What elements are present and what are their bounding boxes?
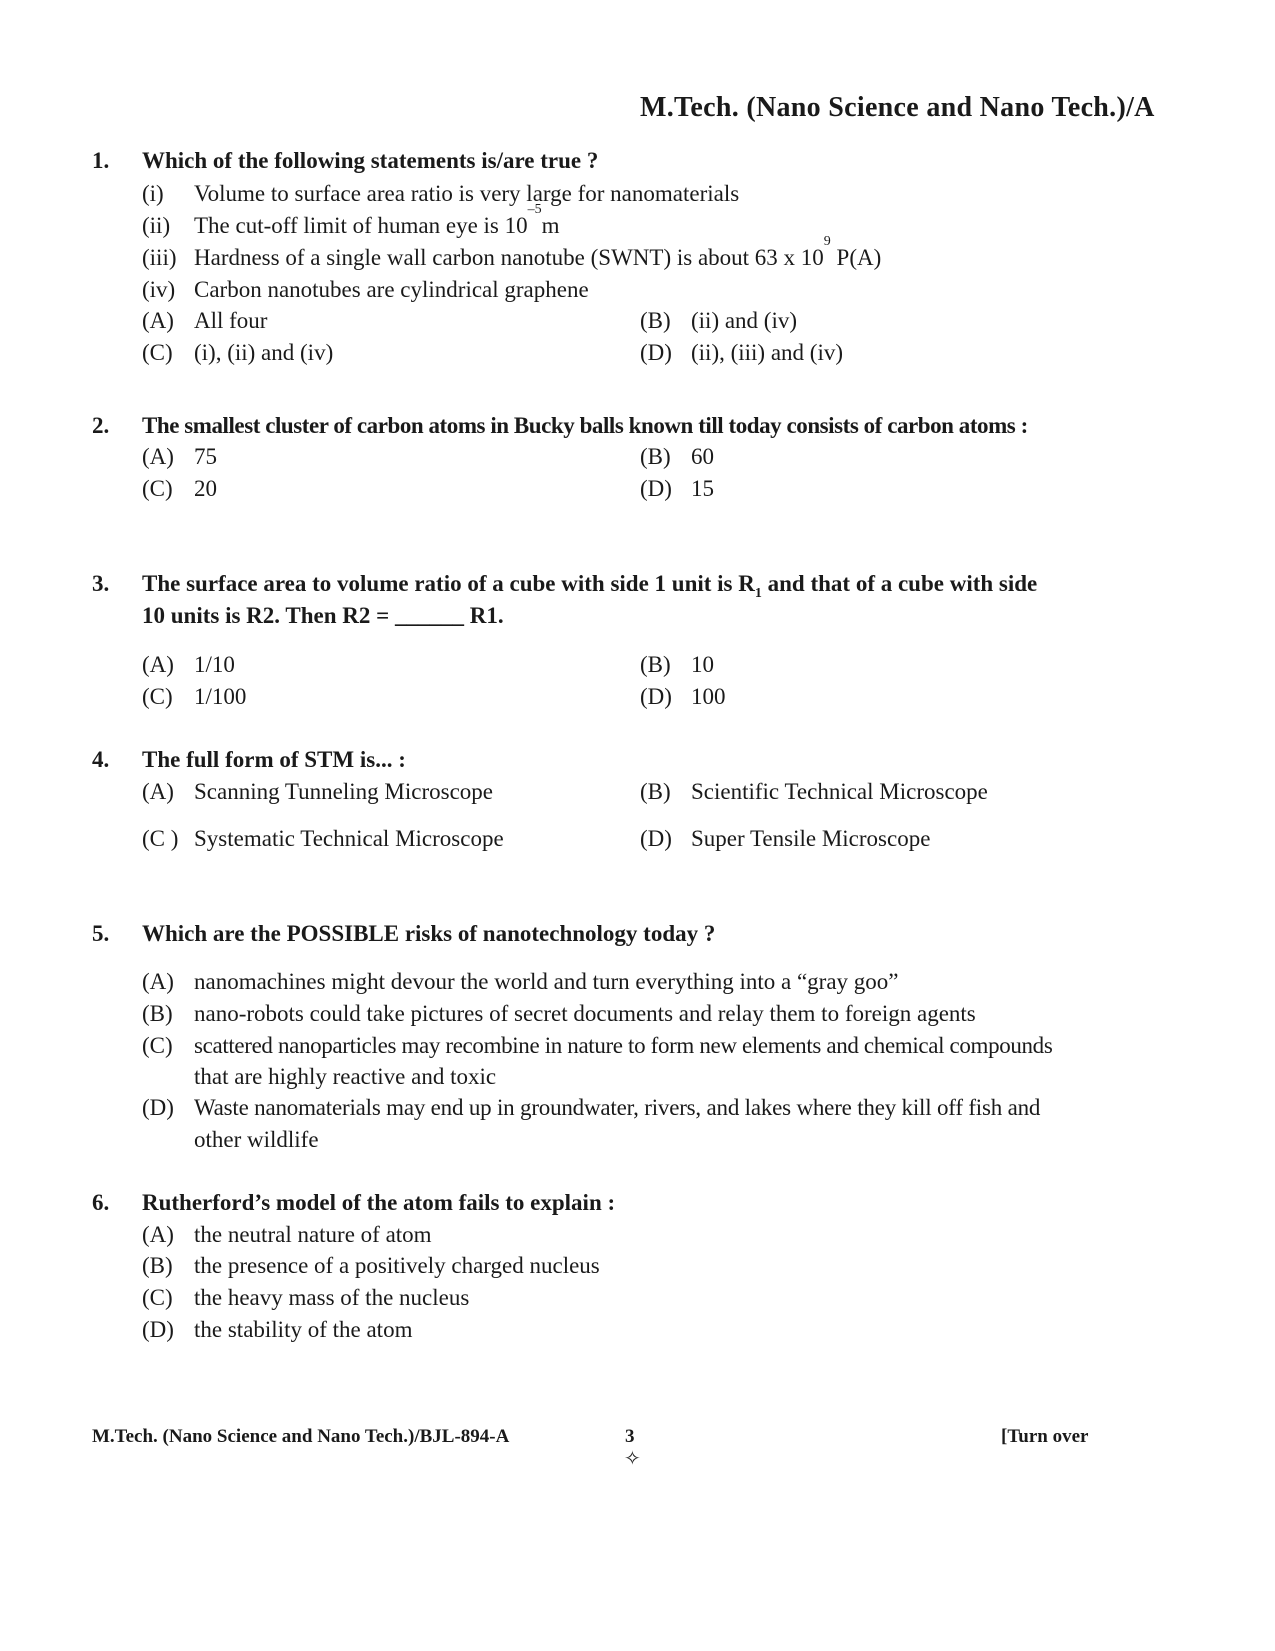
option-text: Super Tensile Microscope bbox=[691, 826, 931, 851]
option-text: the stability of the atom bbox=[194, 1317, 413, 1342]
option-text-line-1: scattered nanoparticles may recombine in nature to form new elements and chemical compounds bbox=[194, 1033, 1053, 1058]
question-text-line-1: The surface area to volume ratio of a cube with side 1 unit is $R_1$ and that of a cube with side bbox=[142, 571, 1038, 601]
option-text-line-2: that are highly reactive and toxic bbox=[194, 1064, 497, 1089]
option-text: Systematic Technical Microscope bbox=[194, 826, 504, 851]
option-label: (C ) bbox=[142, 826, 179, 851]
option-text-line-2: other wildlife bbox=[194, 1127, 319, 1152]
option-text: 10 bbox=[691, 652, 714, 677]
option-text: Scanning Tunneling Microscope bbox=[194, 779, 493, 804]
option-text: the neutral nature of atom bbox=[194, 1222, 432, 1247]
option-text: 20 bbox=[194, 476, 217, 501]
statement-text: The cut-off limit of human eye is $10^{-5}m$ bbox=[194, 202, 560, 238]
question-text: Which of the following statements is/are true ? bbox=[142, 148, 599, 173]
question-number: 2. bbox=[92, 413, 110, 438]
question-text: Which are the POSSIBLE risks of nanotechnology today ? bbox=[142, 921, 716, 946]
page-header-title: M.Tech. (Nano Science and Nano Tech.)/A bbox=[640, 92, 1155, 123]
question-number: 3. bbox=[92, 571, 110, 596]
option-label: (B) bbox=[640, 779, 671, 804]
option-label: (C) bbox=[142, 340, 173, 365]
option-text: (ii), (iii) and (iv) bbox=[691, 340, 844, 365]
turn-over-note: [Turn over bbox=[1001, 1426, 1089, 1447]
option-label: (D) bbox=[640, 340, 672, 365]
option-text: All four bbox=[194, 308, 268, 333]
question-number: 5. bbox=[92, 921, 110, 946]
option-label: (A) bbox=[142, 444, 174, 469]
option-text: (ii) and (iv) bbox=[691, 308, 798, 333]
option-label: (B) bbox=[142, 1001, 173, 1026]
option-label: (A) bbox=[142, 308, 174, 333]
statement-text: Carbon nanotubes are cylindrical graphene bbox=[194, 277, 589, 302]
option-label: (D) bbox=[142, 1095, 174, 1120]
option-text: (i), (ii) and (iv) bbox=[194, 340, 334, 365]
option-label: (B) bbox=[640, 308, 671, 333]
option-label: (A) bbox=[142, 652, 174, 677]
option-text: nanomachines might devour the world and turn everything into a “gray goo” bbox=[194, 969, 899, 994]
page-number: 3 bbox=[625, 1426, 635, 1447]
option-label: (B) bbox=[640, 652, 671, 677]
question-number: 6. bbox=[92, 1190, 110, 1215]
option-text: 60 bbox=[691, 444, 714, 469]
option-text: Scientific Technical Microscope bbox=[691, 779, 988, 804]
option-label: (A) bbox=[142, 969, 174, 994]
option-label: (D) bbox=[640, 476, 672, 501]
option-label: (C) bbox=[142, 684, 173, 709]
option-text: the heavy mass of the nucleus bbox=[194, 1285, 470, 1310]
option-text: the presence of a positively charged nucleus bbox=[194, 1253, 600, 1278]
diamond-mark-icon: ✧ bbox=[624, 1446, 641, 1470]
statement-label: (i) bbox=[142, 181, 164, 206]
option-text: nano-robots could take pictures of secret documents and relay them to foreign agents bbox=[194, 1001, 976, 1026]
question-text: The smallest cluster of carbon atoms in Bucky balls known till today consists of carbon atoms : bbox=[142, 413, 1028, 438]
option-label: (C) bbox=[142, 1285, 173, 1310]
option-label: (C) bbox=[142, 476, 173, 501]
option-label: (B) bbox=[640, 444, 671, 469]
option-text: 1/10 bbox=[194, 652, 235, 677]
question-text: The full form of STM is... : bbox=[142, 747, 406, 772]
option-label: (D) bbox=[640, 684, 672, 709]
option-text: 100 bbox=[691, 684, 726, 709]
option-text: 75 bbox=[194, 444, 217, 469]
option-label: (D) bbox=[640, 826, 672, 851]
option-label: (C) bbox=[142, 1033, 173, 1058]
statement-text: Hardness of a single wall carbon nanotube (SWNT) is about 63 x $10^9$ P(A) bbox=[194, 234, 882, 270]
statement-label: (ii) bbox=[142, 213, 171, 238]
option-label: (A) bbox=[142, 1222, 174, 1247]
footer-code: M.Tech. (Nano Science and Nano Tech.)/BJL-894-A bbox=[92, 1426, 510, 1447]
option-label: (A) bbox=[142, 779, 174, 804]
question-text-line-2: 10 units is R2. Then R2 = ______ R1. bbox=[142, 603, 504, 628]
question-text: Rutherford’s model of the atom fails to explain : bbox=[142, 1190, 616, 1215]
option-text-line-1: Waste nanomaterials may end up in groundwater, rivers, and lakes where they kill off fish and bbox=[194, 1095, 1041, 1120]
statement-label: (iii) bbox=[142, 245, 177, 270]
option-label: (B) bbox=[142, 1253, 173, 1278]
statement-text: Volume to surface area ratio is very large for nanomaterials bbox=[194, 181, 740, 206]
option-label: (D) bbox=[142, 1317, 174, 1342]
option-text: 1/100 bbox=[194, 684, 247, 709]
statement-label: (iv) bbox=[142, 277, 176, 302]
question-number: 1. bbox=[92, 148, 110, 173]
option-text: 15 bbox=[691, 476, 714, 501]
question-number: 4. bbox=[92, 747, 110, 772]
